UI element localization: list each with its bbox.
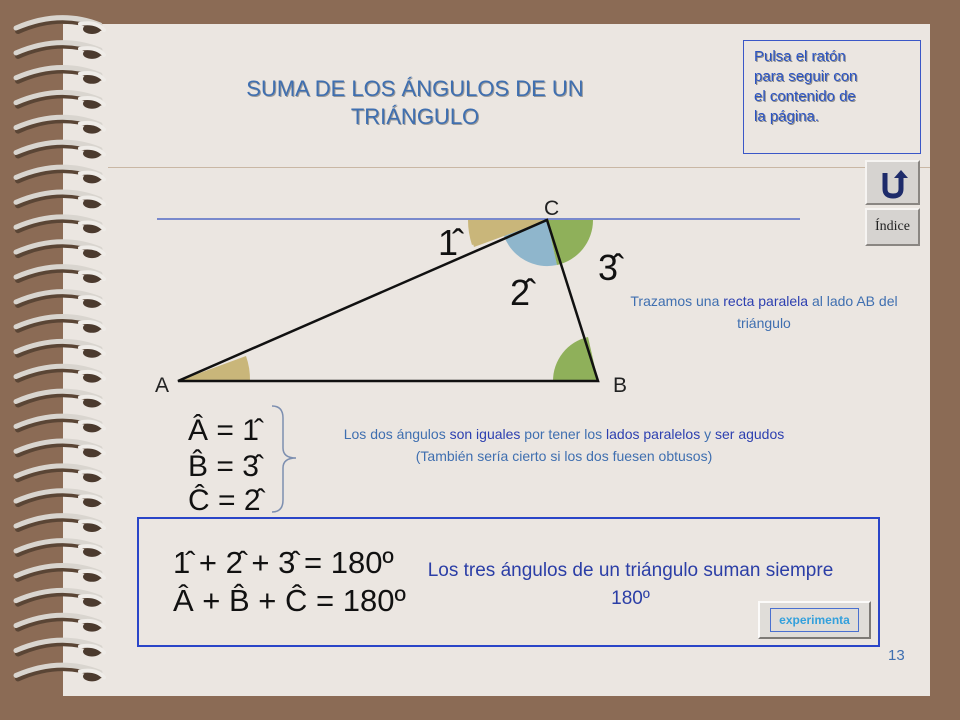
equality-c: Ĉ = 2̂ <box>188 484 261 517</box>
conclusion-text: Los tres ángulos de un triángulo suman siempre 180º <box>427 560 834 609</box>
note-text: (También sería cierto si los dos fuesen obtusos) <box>415 448 713 464</box>
experiment-label: experimenta <box>770 608 859 632</box>
angle-3-label: 3̂ <box>598 247 619 288</box>
parallel-line-note <box>628 290 900 334</box>
sum-formula-numbers: 1̂ + 2̂ + 3̂ = 180º <box>173 545 394 580</box>
hint-line: la página. <box>754 108 820 125</box>
vertex-c-label: C <box>544 197 560 220</box>
angle-2-label: 2̂ <box>510 272 531 313</box>
angle-1-label: 1̂ <box>438 222 459 263</box>
note-text: y <box>700 426 715 442</box>
experiment-button[interactable] <box>758 601 871 639</box>
page-number: 13 <box>888 647 905 664</box>
index-button[interactable]: Índice <box>865 208 920 246</box>
vertex-a-label: A <box>155 374 170 397</box>
note-highlight: ser agudos <box>714 426 785 442</box>
equality-b: B̂ = 3̂ <box>188 450 259 483</box>
note-highlight: son iguales <box>449 426 521 442</box>
hint-line: Pulsa el ratón <box>754 48 846 65</box>
hint-line: para seguir con <box>754 68 858 85</box>
hint-line: el contenido de <box>754 88 856 105</box>
vertex-b-label: B <box>613 374 628 397</box>
equal-angles-note <box>318 423 810 467</box>
note-highlight: lados paralelos <box>606 426 701 442</box>
note-text: por tener los <box>520 426 607 442</box>
note-text: al lado AB del triángulo <box>737 293 898 331</box>
note-text: Trazamos una <box>630 293 724 309</box>
sum-formula-letters: Â + B̂ + Ĉ = 180º <box>173 583 406 618</box>
equalities-brace <box>272 406 296 512</box>
page-title: SUMA DE LOS ÁNGULOS DE UN TRIÁNGULO <box>246 76 584 129</box>
equality-a: Â = 1̂ <box>188 414 259 447</box>
note-highlight: recta paralela <box>723 293 809 309</box>
note-text: Los dos ángulos <box>343 426 450 442</box>
